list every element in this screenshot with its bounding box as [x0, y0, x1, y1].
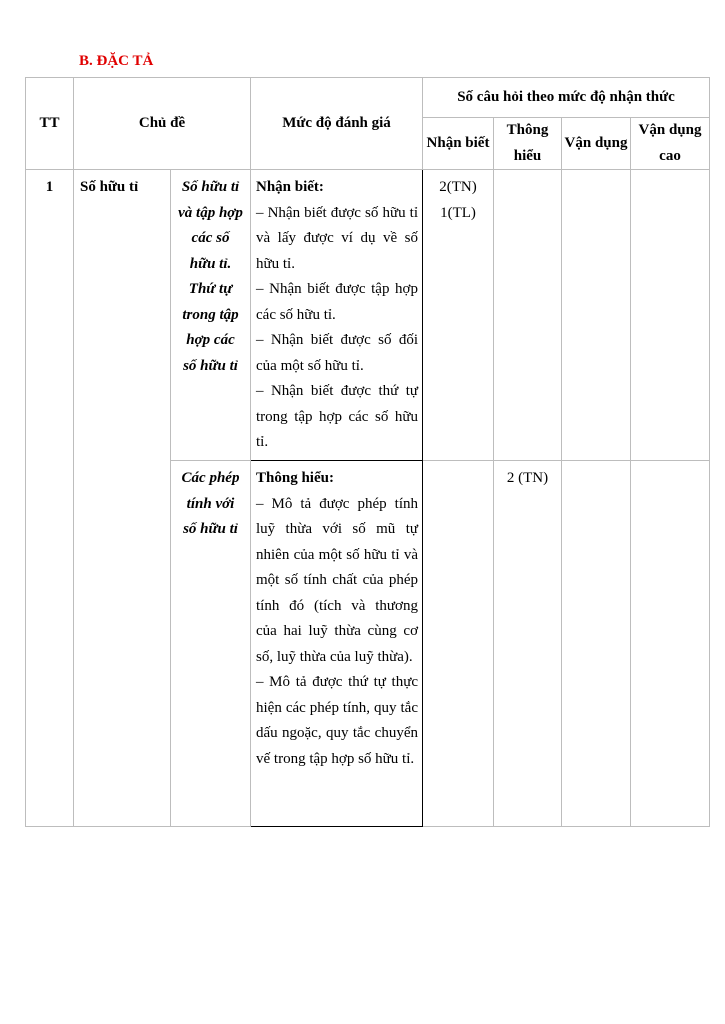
count-nhan-biet-2: [423, 461, 494, 827]
subtopic-2: Các phép tính với số hữu tỉ: [171, 461, 251, 827]
specification-table-wrapper: [25, 77, 709, 827]
count-van-dung-1: [562, 170, 631, 461]
description-item: – Mô tả được thứ tự thực hiện các phép tính, quy tắc dấu ngoặc, quy tắc chuyển vế trong tập hợp số hữu tỉ.: [256, 674, 418, 767]
row-tt: 1: [26, 170, 74, 827]
description-item: – Nhận biết được thứ tự trong tập hợp các số hữu tỉ.: [256, 383, 418, 450]
description-item: – Nhận biết được số đối của một số hữu tỉ.: [256, 332, 418, 374]
header-van-dung-cao: Vận dụng cao: [631, 118, 710, 170]
count-van-dung-cao-1: [631, 170, 710, 461]
description-1: [251, 170, 423, 461]
subtopic-1: Số hữu tỉ và tập hợp các số hữu tỉ. Thứ tự trong tập hợp các số hữu tỉ: [171, 170, 251, 461]
row-chu-de: Số hữu tỉ: [74, 170, 171, 827]
count-nhan-biet-1: 2(TN) 1(TL): [423, 170, 494, 461]
description-2: [251, 461, 423, 827]
count-thong-hieu-2: 2 (TN): [494, 461, 562, 827]
header-van-dung: Vận dụng: [562, 118, 631, 170]
section-heading: B. ĐẶC TẢ: [79, 53, 154, 69]
header-nhan-biet: Nhận biết: [423, 118, 494, 170]
description-item: – Nhận biết được tập hợp các số hữu tỉ.: [256, 281, 418, 323]
count-van-dung-cao-2: [631, 461, 710, 827]
header-chu-de: Chủ đề: [74, 78, 251, 170]
header-so-cau-hoi: Số câu hỏi theo mức độ nhận thức: [423, 78, 710, 118]
specification-table: [25, 77, 710, 827]
count-van-dung-2: [562, 461, 631, 827]
table-row: [26, 170, 710, 461]
header-muc-do: Mức độ đánh giá: [251, 78, 423, 170]
count-thong-hieu-1: [494, 170, 562, 461]
description-item: – Mô tả được phép tính luỹ thừa với số mũ tự nhiên của một số hữu tỉ và một số tính chất của phép tính đó (tích và thương của hai luỹ thừa cùng cơ số, luỹ thừa của luỹ thừa).: [256, 495, 418, 665]
description-lead: Nhận biết:: [256, 179, 324, 195]
header-thong-hieu: Thông hiểu: [494, 118, 562, 170]
description-lead: Thông hiểu:: [256, 470, 334, 486]
description-item: – Nhận biết được số hữu tỉ và lấy được ví dụ về số hữu tỉ.: [256, 204, 418, 272]
header-tt: TT: [26, 78, 74, 170]
